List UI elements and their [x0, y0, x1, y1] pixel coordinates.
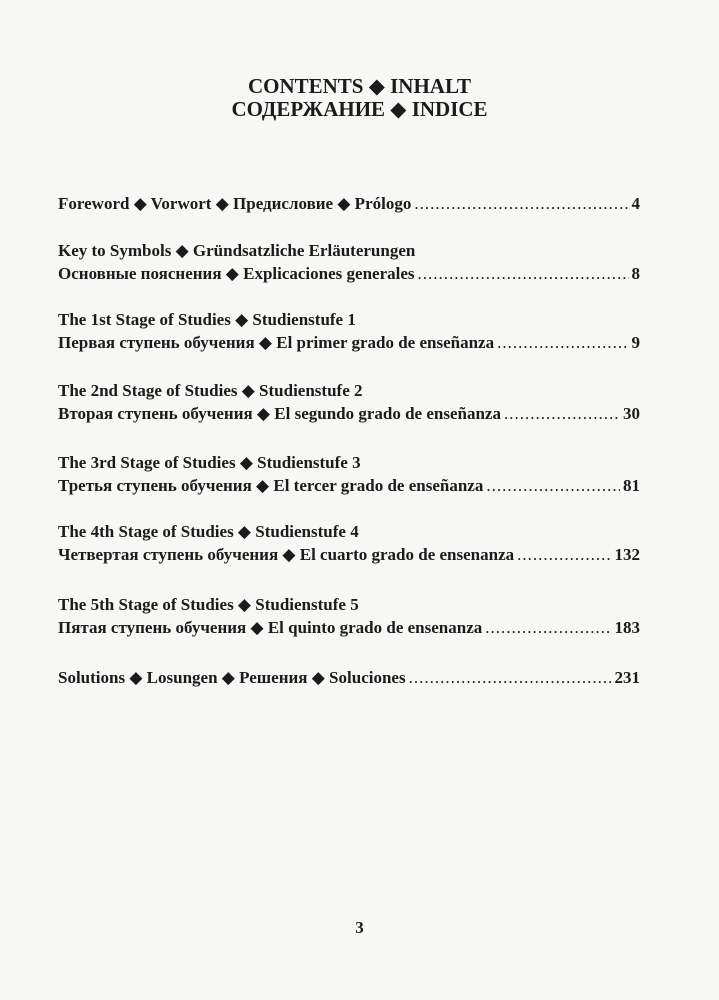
toc-entry-title: The 3rd Stage of Studies ◆ Studienstufe 3 [58, 453, 361, 472]
toc-entry-stage-3-line-1 [58, 452, 640, 474]
leader-dots [409, 667, 612, 689]
leader-dots [517, 544, 611, 566]
toc-entry-subtitle: Третья ступень обучения ◆ El tercer grado de enseñanza [58, 476, 484, 495]
toc-entry-subtitle: Вторая ступень обучения ◆ El segundo grado de enseñanza [58, 404, 501, 423]
toc-entry-stage-2-line-1 [58, 380, 640, 402]
toc-entry-title: The 4th Stage of Studies ◆ Studienstufe 4 [58, 522, 359, 541]
leader-dots [418, 263, 629, 285]
toc-entry-stage-4-line-1 [58, 521, 640, 543]
toc-entry-title: The 1st Stage of Studies ◆ Studienstufe 1 [58, 310, 356, 329]
toc-entry-key-to-symbols-line-1 [58, 240, 640, 262]
toc-entry-foreword [58, 193, 640, 215]
contents-title-line-2: СОДЕРЖАНИЕ ◆ INDICE [231, 97, 488, 121]
toc-entry-title: The 2nd Stage of Studies ◆ Studienstufe 2 [58, 381, 363, 400]
page-number: 3 [355, 918, 364, 937]
toc-entry-title: Foreword ◆ Vorwort ◆ Предисловие ◆ Prólogo [58, 194, 412, 213]
toc-entry-stage-5-line-1 [58, 594, 640, 616]
toc-page-number: 9 [631, 333, 640, 352]
toc-page-number: 231 [614, 668, 640, 687]
contents-title-line-1: CONTENTS ◆ INHALT [247, 74, 472, 98]
leader-dots [414, 193, 628, 215]
toc-entry-title: Key to Symbols ◆ Gründsatzliche Erläuterungen [58, 241, 416, 260]
toc-entry-subtitle: Пятая ступень обучения ◆ El quinto grado de ensenanza [58, 618, 483, 637]
toc-entry-stage-2-line-2 [58, 403, 640, 425]
leader-dots [486, 475, 620, 497]
leader-dots [504, 403, 620, 425]
toc-entry-subtitle: Первая ступень обучения ◆ El primer grado de enseñanza [58, 333, 495, 352]
toc-entry-solutions [58, 667, 640, 689]
toc-entry-stage-5-line-2 [58, 617, 640, 639]
toc-entry-subtitle: Основные пояснения ◆ Explicaciones generales [58, 264, 415, 283]
toc-page-number: 81 [623, 476, 640, 495]
leader-dots [497, 332, 628, 354]
toc-entry-title: Solutions ◆ Losungen ◆ Решения ◆ Soluciones [58, 668, 406, 687]
leader-dots [485, 617, 611, 639]
toc-page-number: 183 [614, 618, 640, 637]
toc-page-number: 8 [631, 264, 640, 283]
toc-entry-stage-3-line-2 [58, 475, 640, 497]
toc-page-number: 30 [623, 404, 640, 423]
toc-entry-subtitle: Четвертая ступень обучения ◆ El cuarto grado de ensenanza [58, 545, 515, 564]
toc-page-number: 4 [631, 194, 640, 213]
toc-entry-stage-4-line-2 [58, 544, 640, 566]
toc-entry-stage-1-line-1 [58, 309, 640, 331]
toc-entry-key-to-symbols-line-2 [58, 263, 640, 285]
toc-page-number: 132 [614, 545, 640, 564]
toc-entry-title: The 5th Stage of Studies ◆ Studienstufe 5 [58, 595, 359, 614]
toc-entry-stage-1-line-2 [58, 332, 640, 354]
